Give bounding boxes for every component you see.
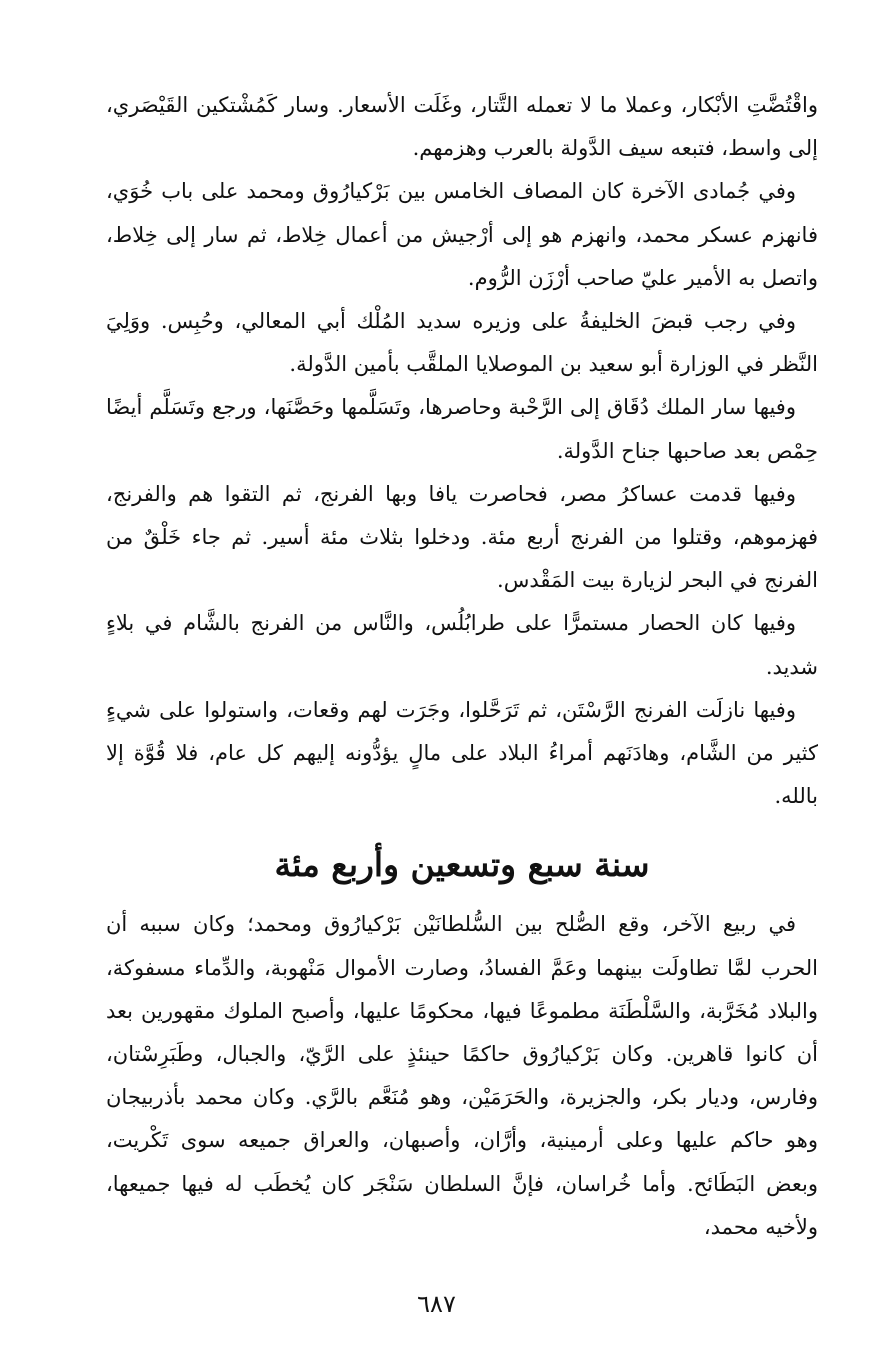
page-number: ٦٨٧ — [417, 1290, 456, 1318]
paragraph-1: واقْتُضَّتِ الأبْكار، وعملا ما لا تعمله التَّتار، وغَلَت الأسعار. وسار كَمُشْتكين القَيْصَري، إلى واسط، فتبعه سيف الدَّولة بالعرب وهزمهم. — [106, 93, 818, 161]
paragraph-4: وفيها سار الملك دُقَاق إلى الرَّحْبة وحاصرها، وتَسَلَّمها وحَصَّنَها، ورجع وتَسَلَّم أيضًا حِمْص بعد صاحبها جناح الدَّولة. — [106, 395, 818, 463]
paragraph-6: وفيها كان الحصار مستمرًّا على طرابُلُس، والنَّاس من الفرنج بالشَّام في بلاءٍ شديد. — [106, 611, 818, 679]
section-heading: سنة سبع وتسعين وأربع مئة — [274, 845, 650, 885]
paragraph-3: وفي رجب قبضَ الخليفةُ على وزيره سديد المُلْك أبي المعالي، وحُبِس. ووَلِيَ النَّظر في الوزارة أبو سعيد بن الموصلايا الملقَّب بأمين الدَّولة. — [106, 309, 818, 377]
paragraph-7: وفيها نازلَت الفرنج الرَّسْتَن، ثم تَرَحَّلوا، وجَرَت لهم وقعات، واستولوا على شيءٍ كثير من الشَّام، وهادَنَهم أمراءُ البلاد على مالٍ يؤدُّونه إليهم كل عام، فلا قُوَّة إلا بالله. — [106, 697, 818, 809]
paragraph-2: وفي جُمادى الآخرة كان المصاف الخامس بين بَرْكيارُوق ومحمد على باب خُوَي، فانهزم عسكر محمد، وانهزم هو إلى أرْجيش من أعمال خِلاط، ثم سار إلى خِلاط، واتصل به الأمير عليّ صاحب أرْزَن الرُّوم. — [106, 179, 818, 290]
section-paragraph-1: في ربيع الآخر، وقع الصُّلح بين السُّلطانَيْن بَرْكيارُوق ومحمد؛ وكان سببه أن الحرب لمَّا تطاولَت بينهما وعَمَّ الفسادُ، وصارت الأموال مَنْهوبة، والدِّماء مسفوكة، والبلاد مُخَرَّبة، والسَّلْطَنَة مطموعًا فيها، محكومًا عليها، وأصبح الملوك مقهورين بعد أن كانوا قاهرين. وكان بَرْكيارُوق حاكمًا حينئذٍ على الرَّيّ، والجبال، وطَبَرِسْتان، وفارس، وديار بكر، والجزيرة، والحَرَمَيْن، وهو مُنَعَّم بالرَّي. وكان محمد بأذربيجان وهو حاكم عليها وعلى أرمينية، وأرَّان، وأصبهان، والعراق جميعه سوى تَكْريت، وبعض البَطَائح. وأما خُراسان، فإنَّ السلطان سَنْجَر كان يُخطَب له فيها جميعها، ولأخيه محمد، — [106, 912, 818, 1239]
page-body — [106, 84, 818, 1249]
paragraph-5: وفيها قدمت عساكرُ مصر، فحاصرت يافا وبها الفرنج، ثم التقوا هم والفرنج، فهزموهم، وقتلوا من الفرنج أربع مئة. ودخلوا بثلاث مئة أسير. ثم جاء خَلْقٌ من الفرنج في البحر لزيارة بيت المَقْدس. — [106, 481, 818, 593]
